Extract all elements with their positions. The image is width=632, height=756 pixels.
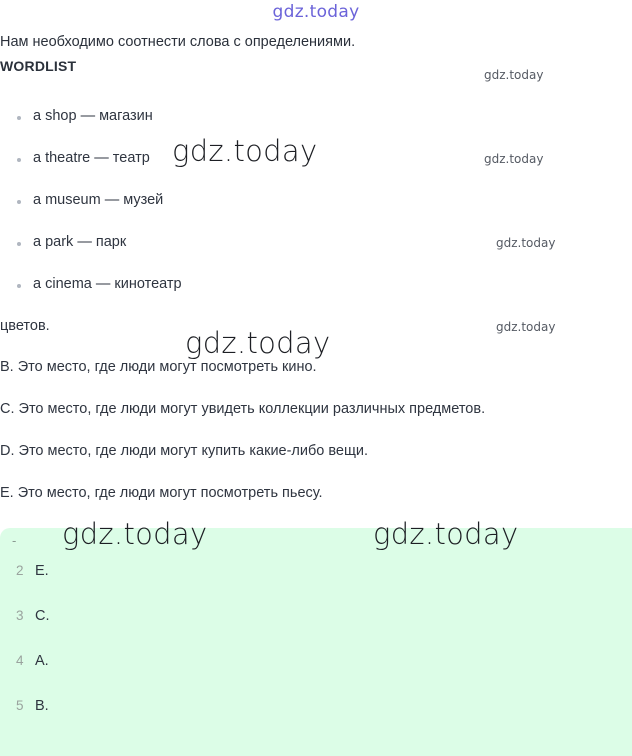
definition-fragment: цветов. — [0, 318, 50, 334]
watermark: gdz.today — [172, 134, 318, 168]
watermark: gdz.today — [496, 236, 556, 250]
answer-panel-tab — [0, 528, 52, 546]
watermark: gdz.today — [185, 326, 331, 360]
word-entry: a park — парк — [33, 234, 127, 250]
bullet-icon — [17, 284, 21, 288]
bullet-icon — [17, 242, 21, 246]
watermark: gdz.today — [62, 517, 208, 551]
wordlist-heading: WORDLIST — [0, 58, 77, 74]
definition-d: D. Это место, где люди могут купить какие-либо вещи. — [0, 443, 369, 459]
watermark: gdz.today — [496, 320, 556, 334]
answer-value: A. — [35, 653, 49, 669]
definition-e: E. Это место, где люди могут посмотреть пьесу. — [0, 485, 323, 501]
answer-value: B. — [35, 698, 49, 714]
answer-number: 4 — [16, 653, 24, 668]
answer-number: 5 — [16, 698, 24, 713]
site-logo[interactable]: gdz.today — [272, 2, 360, 22]
definition-c: C. Это место, где люди могут увидеть коллекции различных предметов. — [0, 401, 486, 417]
bullet-icon — [17, 116, 21, 120]
watermark: gdz.today — [484, 152, 544, 166]
bullet-icon — [17, 200, 21, 204]
bullet-icon — [17, 158, 21, 162]
watermark: gdz.today — [484, 68, 544, 82]
answer-panel — [0, 528, 632, 756]
watermark: gdz.today — [373, 517, 519, 551]
word-entry: a cinema — кинотеатр — [33, 276, 182, 292]
task-intro: Нам необходимо соотнести слова с определениями. — [0, 34, 356, 50]
answer-number: 2 — [16, 563, 24, 578]
word-entry: a shop — магазин — [33, 108, 153, 124]
word-entry: a museum — музей — [33, 192, 164, 208]
answer-value: C. — [35, 608, 50, 624]
definition-b: B. Это место, где люди могут посмотреть кино. — [0, 359, 317, 375]
answer-value: E. — [35, 563, 49, 579]
answer-number: 3 — [16, 608, 24, 623]
answer-row-marker: - — [12, 533, 17, 548]
word-entry: a theatre — театр — [33, 150, 150, 166]
